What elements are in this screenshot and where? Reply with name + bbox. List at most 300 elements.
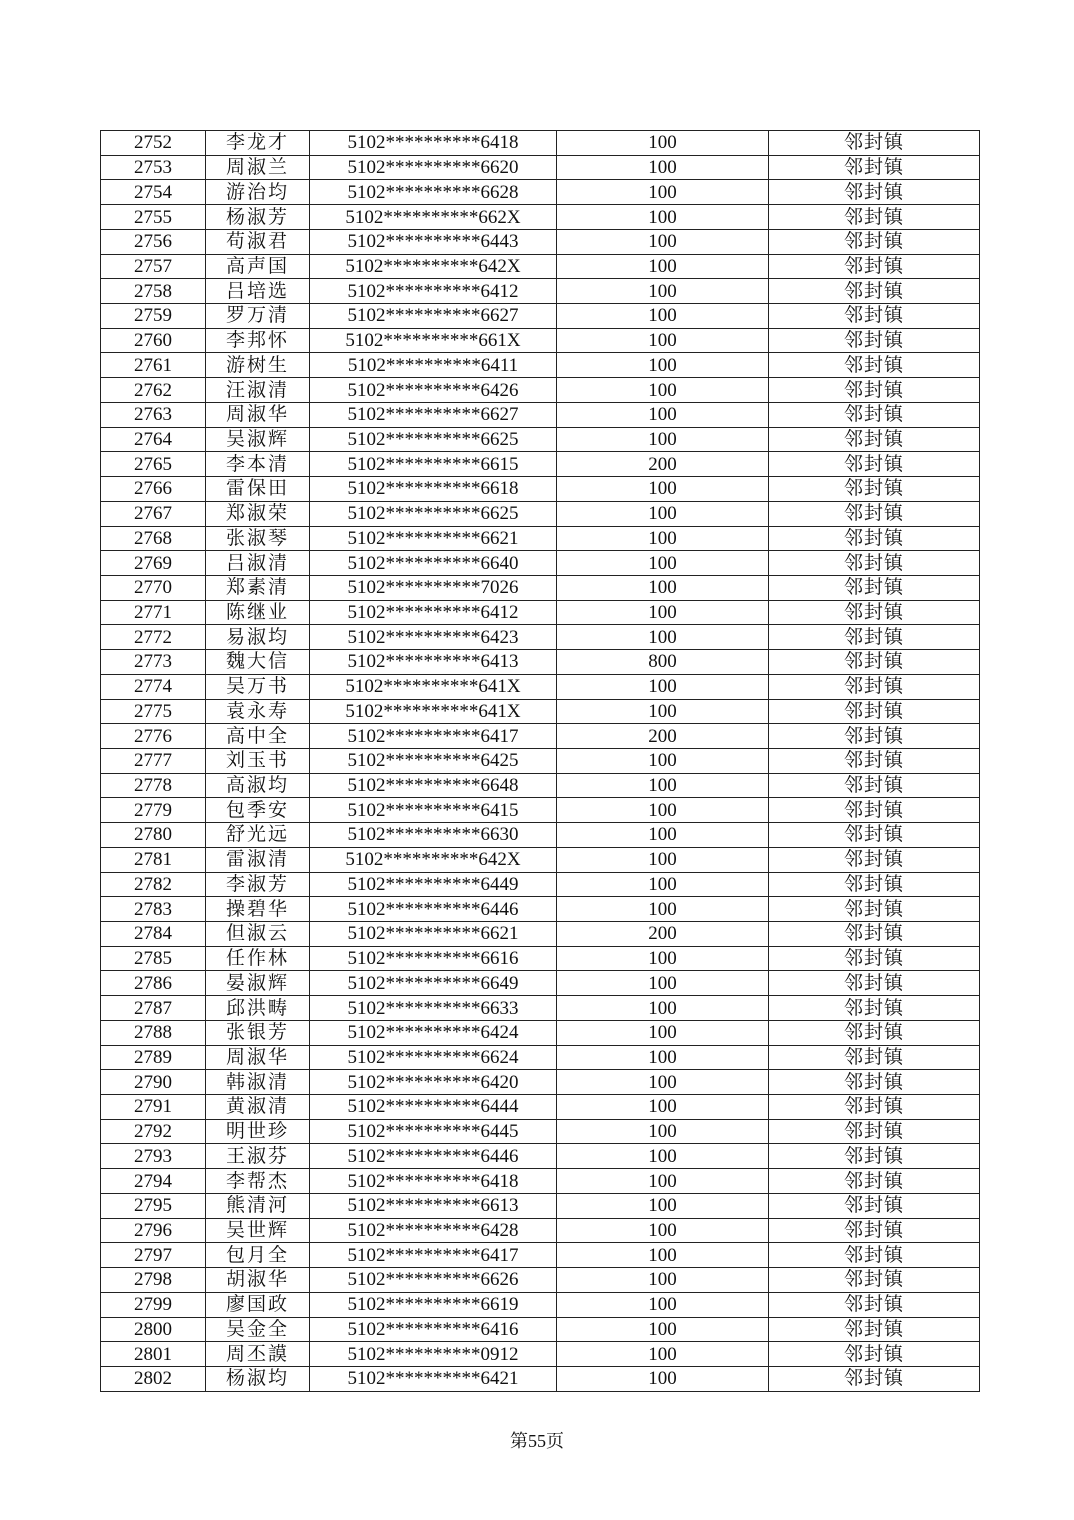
cell-id-number: 5102**********6627 [310, 402, 557, 427]
cell-serial-number: 2789 [101, 1045, 206, 1070]
cell-person-name: 李龙才 [206, 131, 310, 156]
cell-id-number: 5102**********6424 [310, 1020, 557, 1045]
cell-amount: 100 [557, 155, 769, 180]
cell-amount: 100 [557, 131, 769, 156]
cell-person-name: 张银芳 [206, 1020, 310, 1045]
cell-person-name: 邱洪畴 [206, 996, 310, 1021]
cell-serial-number: 2753 [101, 155, 206, 180]
cell-town: 邻封镇 [769, 477, 980, 502]
cell-town: 邻封镇 [769, 1268, 980, 1293]
cell-person-name: 廖国政 [206, 1292, 310, 1317]
cell-amount: 100 [557, 575, 769, 600]
cell-town: 邻封镇 [769, 872, 980, 897]
table-row [101, 724, 980, 749]
cell-id-number: 5102**********6418 [310, 131, 557, 156]
cell-amount: 100 [557, 328, 769, 353]
cell-id-number: 5102**********6628 [310, 180, 557, 205]
cell-id-number: 5102**********6625 [310, 501, 557, 526]
cell-town: 邻封镇 [769, 1020, 980, 1045]
table-row [101, 1045, 980, 1070]
cell-town: 邻封镇 [769, 600, 980, 625]
cell-id-number: 5102**********6412 [310, 600, 557, 625]
table-row [101, 1144, 980, 1169]
cell-person-name: 高中全 [206, 724, 310, 749]
table-row [101, 427, 980, 452]
cell-id-number: 5102**********6621 [310, 526, 557, 551]
cell-id-number: 5102**********6416 [310, 1317, 557, 1342]
cell-amount: 100 [557, 205, 769, 230]
table-row [101, 650, 980, 675]
cell-id-number: 5102**********6649 [310, 971, 557, 996]
table-row [101, 674, 980, 699]
cell-id-number: 5102**********661X [310, 328, 557, 353]
cell-serial-number: 2799 [101, 1292, 206, 1317]
cell-person-name: 李本清 [206, 452, 310, 477]
cell-amount: 100 [557, 1144, 769, 1169]
cell-amount: 100 [557, 402, 769, 427]
cell-amount: 100 [557, 946, 769, 971]
cell-town: 邻封镇 [769, 650, 980, 675]
cell-person-name: 包月全 [206, 1243, 310, 1268]
cell-id-number: 5102**********6445 [310, 1119, 557, 1144]
cell-person-name: 晏淑辉 [206, 971, 310, 996]
cell-person-name: 任作林 [206, 946, 310, 971]
cell-id-number: 5102**********0912 [310, 1342, 557, 1367]
table-row [101, 1070, 980, 1095]
cell-town: 邻封镇 [769, 1366, 980, 1391]
cell-person-name: 吴金全 [206, 1317, 310, 1342]
cell-person-name: 明世珍 [206, 1119, 310, 1144]
cell-town: 邻封镇 [769, 798, 980, 823]
cell-town: 邻封镇 [769, 1292, 980, 1317]
cell-id-number: 5102**********6640 [310, 551, 557, 576]
cell-serial-number: 2752 [101, 131, 206, 156]
table-row [101, 353, 980, 378]
cell-id-number: 5102**********6420 [310, 1070, 557, 1095]
cell-person-name: 雷保田 [206, 477, 310, 502]
cell-amount: 200 [557, 452, 769, 477]
cell-id-number: 5102**********642X [310, 254, 557, 279]
cell-person-name: 魏大信 [206, 650, 310, 675]
cell-id-number: 5102**********6626 [310, 1268, 557, 1293]
table-row [101, 180, 980, 205]
cell-id-number: 5102**********6616 [310, 946, 557, 971]
cell-amount: 100 [557, 1119, 769, 1144]
cell-amount: 100 [557, 847, 769, 872]
table-row [101, 304, 980, 329]
cell-id-number: 5102**********642X [310, 847, 557, 872]
cell-person-name: 杨淑均 [206, 1366, 310, 1391]
cell-id-number: 5102**********6625 [310, 427, 557, 452]
cell-id-number: 5102**********6619 [310, 1292, 557, 1317]
cell-amount: 100 [557, 971, 769, 996]
cell-serial-number: 2788 [101, 1020, 206, 1045]
cell-person-name: 袁永寿 [206, 699, 310, 724]
cell-id-number: 5102**********6411 [310, 353, 557, 378]
table-row [101, 847, 980, 872]
cell-id-number: 5102**********6633 [310, 996, 557, 1021]
cell-serial-number: 2766 [101, 477, 206, 502]
cell-town: 邻封镇 [769, 402, 980, 427]
cell-town: 邻封镇 [769, 353, 980, 378]
cell-person-name: 周丕謨 [206, 1342, 310, 1367]
cell-town: 邻封镇 [769, 847, 980, 872]
cell-id-number: 5102**********6449 [310, 872, 557, 897]
cell-id-number: 5102**********6615 [310, 452, 557, 477]
cell-serial-number: 2773 [101, 650, 206, 675]
cell-amount: 100 [557, 477, 769, 502]
table-row [101, 477, 980, 502]
cell-person-name: 但淑云 [206, 922, 310, 947]
cell-amount: 100 [557, 699, 769, 724]
cell-serial-number: 2800 [101, 1317, 206, 1342]
cell-person-name: 包季安 [206, 798, 310, 823]
cell-id-number: 5102**********6417 [310, 1243, 557, 1268]
cell-person-name: 吕培选 [206, 279, 310, 304]
cell-amount: 100 [557, 897, 769, 922]
cell-amount: 100 [557, 1317, 769, 1342]
cell-id-number: 5102**********6425 [310, 748, 557, 773]
cell-town: 邻封镇 [769, 427, 980, 452]
cell-serial-number: 2797 [101, 1243, 206, 1268]
cell-person-name: 周淑华 [206, 402, 310, 427]
cell-town: 邻封镇 [769, 724, 980, 749]
cell-amount: 100 [557, 600, 769, 625]
cell-amount: 100 [557, 798, 769, 823]
cell-town: 邻封镇 [769, 625, 980, 650]
cell-person-name: 操碧华 [206, 897, 310, 922]
cell-amount: 100 [557, 551, 769, 576]
cell-amount: 100 [557, 378, 769, 403]
table-row [101, 699, 980, 724]
cell-person-name: 王淑芬 [206, 1144, 310, 1169]
table-row [101, 1169, 980, 1194]
cell-town: 邻封镇 [769, 1169, 980, 1194]
cell-serial-number: 2779 [101, 798, 206, 823]
cell-person-name: 高声国 [206, 254, 310, 279]
table-row [101, 823, 980, 848]
table-row [101, 798, 980, 823]
cell-serial-number: 2787 [101, 996, 206, 1021]
table-row [101, 600, 980, 625]
cell-serial-number: 2765 [101, 452, 206, 477]
cell-town: 邻封镇 [769, 1193, 980, 1218]
table-row [101, 996, 980, 1021]
cell-id-number: 5102**********6618 [310, 477, 557, 502]
cell-person-name: 张淑琴 [206, 526, 310, 551]
cell-amount: 100 [557, 427, 769, 452]
cell-amount: 100 [557, 1243, 769, 1268]
cell-id-number: 5102**********6415 [310, 798, 557, 823]
cell-amount: 100 [557, 872, 769, 897]
table-row [101, 378, 980, 403]
cell-town: 邻封镇 [769, 229, 980, 254]
table-row [101, 1020, 980, 1045]
cell-id-number: 5102**********6421 [310, 1366, 557, 1391]
page-number: 第55页 [510, 1431, 564, 1451]
cell-amount: 100 [557, 748, 769, 773]
cell-person-name: 罗万清 [206, 304, 310, 329]
cell-amount: 100 [557, 501, 769, 526]
cell-town: 邻封镇 [769, 1045, 980, 1070]
cell-serial-number: 2760 [101, 328, 206, 353]
cell-person-name: 苟淑君 [206, 229, 310, 254]
cell-amount: 100 [557, 996, 769, 1021]
cell-person-name: 陈继业 [206, 600, 310, 625]
cell-id-number: 5102**********641X [310, 674, 557, 699]
cell-town: 邻封镇 [769, 279, 980, 304]
table-row [101, 402, 980, 427]
cell-serial-number: 2764 [101, 427, 206, 452]
cell-id-number: 5102**********6417 [310, 724, 557, 749]
cell-town: 邻封镇 [769, 674, 980, 699]
table-row [101, 897, 980, 922]
table-row [101, 229, 980, 254]
cell-serial-number: 2756 [101, 229, 206, 254]
cell-person-name: 李邦怀 [206, 328, 310, 353]
table-row [101, 1218, 980, 1243]
cell-id-number: 5102**********6428 [310, 1218, 557, 1243]
cell-town: 邻封镇 [769, 304, 980, 329]
roster-body [101, 131, 980, 1392]
cell-amount: 200 [557, 922, 769, 947]
cell-amount: 100 [557, 1366, 769, 1391]
cell-person-name: 舒光远 [206, 823, 310, 848]
cell-serial-number: 2777 [101, 748, 206, 773]
cell-serial-number: 2763 [101, 402, 206, 427]
cell-serial-number: 2791 [101, 1095, 206, 1120]
cell-id-number: 5102**********6426 [310, 378, 557, 403]
cell-id-number: 5102**********6630 [310, 823, 557, 848]
table-row [101, 773, 980, 798]
cell-serial-number: 2767 [101, 501, 206, 526]
cell-id-number: 5102**********6621 [310, 922, 557, 947]
table-row [101, 575, 980, 600]
cell-town: 邻封镇 [769, 1144, 980, 1169]
cell-person-name: 易淑均 [206, 625, 310, 650]
cell-id-number: 5102**********7026 [310, 575, 557, 600]
cell-amount: 100 [557, 1292, 769, 1317]
cell-amount: 100 [557, 1070, 769, 1095]
cell-amount: 100 [557, 625, 769, 650]
cell-serial-number: 2792 [101, 1119, 206, 1144]
cell-town: 邻封镇 [769, 946, 980, 971]
cell-person-name: 韩淑清 [206, 1070, 310, 1095]
cell-serial-number: 2768 [101, 526, 206, 551]
cell-amount: 100 [557, 254, 769, 279]
cell-serial-number: 2786 [101, 971, 206, 996]
cell-serial-number: 2759 [101, 304, 206, 329]
cell-id-number: 5102**********6444 [310, 1095, 557, 1120]
table-row [101, 1119, 980, 1144]
cell-town: 邻封镇 [769, 1342, 980, 1367]
cell-id-number: 5102**********6446 [310, 897, 557, 922]
cell-town: 邻封镇 [769, 378, 980, 403]
cell-amount: 100 [557, 1169, 769, 1194]
cell-town: 邻封镇 [769, 1095, 980, 1120]
cell-amount: 100 [557, 773, 769, 798]
cell-person-name: 刘玉书 [206, 748, 310, 773]
cell-serial-number: 2781 [101, 847, 206, 872]
cell-town: 邻封镇 [769, 699, 980, 724]
cell-id-number: 5102**********6412 [310, 279, 557, 304]
cell-serial-number: 2796 [101, 1218, 206, 1243]
cell-amount: 100 [557, 353, 769, 378]
table-row [101, 155, 980, 180]
cell-person-name: 李淑芳 [206, 872, 310, 897]
table-row [101, 526, 980, 551]
cell-serial-number: 2757 [101, 254, 206, 279]
cell-person-name: 周淑兰 [206, 155, 310, 180]
cell-id-number: 5102**********6443 [310, 229, 557, 254]
cell-town: 邻封镇 [769, 501, 980, 526]
cell-serial-number: 2784 [101, 922, 206, 947]
cell-person-name: 游治均 [206, 180, 310, 205]
cell-town: 邻封镇 [769, 971, 980, 996]
cell-town: 邻封镇 [769, 526, 980, 551]
cell-town: 邻封镇 [769, 180, 980, 205]
cell-person-name: 郑素清 [206, 575, 310, 600]
cell-id-number: 5102**********6620 [310, 155, 557, 180]
cell-id-number: 5102**********6648 [310, 773, 557, 798]
table-row [101, 971, 980, 996]
cell-person-name: 杨淑芳 [206, 205, 310, 230]
cell-amount: 100 [557, 1020, 769, 1045]
cell-town: 邻封镇 [769, 1317, 980, 1342]
cell-person-name: 吴万书 [206, 674, 310, 699]
table-row [101, 551, 980, 576]
cell-serial-number: 2776 [101, 724, 206, 749]
cell-town: 邻封镇 [769, 328, 980, 353]
cell-town: 邻封镇 [769, 773, 980, 798]
cell-id-number: 5102**********6624 [310, 1045, 557, 1070]
cell-person-name: 胡淑华 [206, 1268, 310, 1293]
table-row [101, 1366, 980, 1391]
table-row [101, 1095, 980, 1120]
cell-id-number: 5102**********6413 [310, 650, 557, 675]
cell-id-number: 5102**********662X [310, 205, 557, 230]
cell-town: 邻封镇 [769, 922, 980, 947]
table-row [101, 748, 980, 773]
cell-town: 邻封镇 [769, 1119, 980, 1144]
cell-amount: 100 [557, 1218, 769, 1243]
cell-serial-number: 2775 [101, 699, 206, 724]
cell-town: 邻封镇 [769, 155, 980, 180]
cell-town: 邻封镇 [769, 1243, 980, 1268]
cell-id-number: 5102**********641X [310, 699, 557, 724]
cell-town: 邻封镇 [769, 897, 980, 922]
cell-town: 邻封镇 [769, 1218, 980, 1243]
cell-amount: 100 [557, 526, 769, 551]
cell-serial-number: 2793 [101, 1144, 206, 1169]
cell-amount: 100 [557, 1342, 769, 1367]
table-row [101, 254, 980, 279]
cell-serial-number: 2754 [101, 180, 206, 205]
cell-person-name: 游树生 [206, 353, 310, 378]
cell-id-number: 5102**********6423 [310, 625, 557, 650]
cell-person-name: 郑淑荣 [206, 501, 310, 526]
cell-town: 邻封镇 [769, 823, 980, 848]
cell-serial-number: 2790 [101, 1070, 206, 1095]
cell-amount: 100 [557, 1095, 769, 1120]
cell-serial-number: 2778 [101, 773, 206, 798]
cell-town: 邻封镇 [769, 575, 980, 600]
cell-serial-number: 2798 [101, 1268, 206, 1293]
cell-amount: 100 [557, 1045, 769, 1070]
cell-amount: 100 [557, 180, 769, 205]
cell-town: 邻封镇 [769, 452, 980, 477]
cell-serial-number: 2801 [101, 1342, 206, 1367]
table-row [101, 131, 980, 156]
cell-serial-number: 2795 [101, 1193, 206, 1218]
cell-person-name: 熊清河 [206, 1193, 310, 1218]
cell-amount: 200 [557, 724, 769, 749]
table-row [101, 1193, 980, 1218]
cell-id-number: 5102**********6627 [310, 304, 557, 329]
cell-person-name: 吕淑清 [206, 551, 310, 576]
cell-serial-number: 2783 [101, 897, 206, 922]
table-row [101, 501, 980, 526]
table-row [101, 922, 980, 947]
table-row [101, 452, 980, 477]
cell-person-name: 雷淑清 [206, 847, 310, 872]
table-row [101, 1243, 980, 1268]
cell-person-name: 吴淑辉 [206, 427, 310, 452]
cell-town: 邻封镇 [769, 131, 980, 156]
cell-serial-number: 2785 [101, 946, 206, 971]
cell-person-name: 李帮杰 [206, 1169, 310, 1194]
cell-amount: 800 [557, 650, 769, 675]
cell-serial-number: 2802 [101, 1366, 206, 1391]
cell-person-name: 高淑均 [206, 773, 310, 798]
cell-person-name: 汪淑清 [206, 378, 310, 403]
cell-serial-number: 2758 [101, 279, 206, 304]
cell-amount: 100 [557, 304, 769, 329]
cell-town: 邻封镇 [769, 1070, 980, 1095]
table-row [101, 1292, 980, 1317]
table-row [101, 1342, 980, 1367]
cell-serial-number: 2782 [101, 872, 206, 897]
cell-person-name: 周淑华 [206, 1045, 310, 1070]
table-row [101, 872, 980, 897]
cell-town: 邻封镇 [769, 996, 980, 1021]
cell-id-number: 5102**********6613 [310, 1193, 557, 1218]
cell-id-number: 5102**********6446 [310, 1144, 557, 1169]
cell-person-name: 吴世辉 [206, 1218, 310, 1243]
cell-amount: 100 [557, 279, 769, 304]
cell-town: 邻封镇 [769, 254, 980, 279]
cell-amount: 100 [557, 823, 769, 848]
cell-serial-number: 2769 [101, 551, 206, 576]
cell-serial-number: 2774 [101, 674, 206, 699]
cell-amount: 100 [557, 229, 769, 254]
table-row [101, 279, 980, 304]
cell-serial-number: 2772 [101, 625, 206, 650]
cell-person-name: 黄淑清 [206, 1095, 310, 1120]
cell-serial-number: 2780 [101, 823, 206, 848]
table-row [101, 946, 980, 971]
cell-amount: 100 [557, 674, 769, 699]
table-row [101, 625, 980, 650]
cell-serial-number: 2794 [101, 1169, 206, 1194]
cell-serial-number: 2755 [101, 205, 206, 230]
cell-serial-number: 2771 [101, 600, 206, 625]
cell-town: 邻封镇 [769, 205, 980, 230]
cell-amount: 100 [557, 1268, 769, 1293]
table-row [101, 328, 980, 353]
table-row [101, 1317, 980, 1342]
table-row [101, 1268, 980, 1293]
